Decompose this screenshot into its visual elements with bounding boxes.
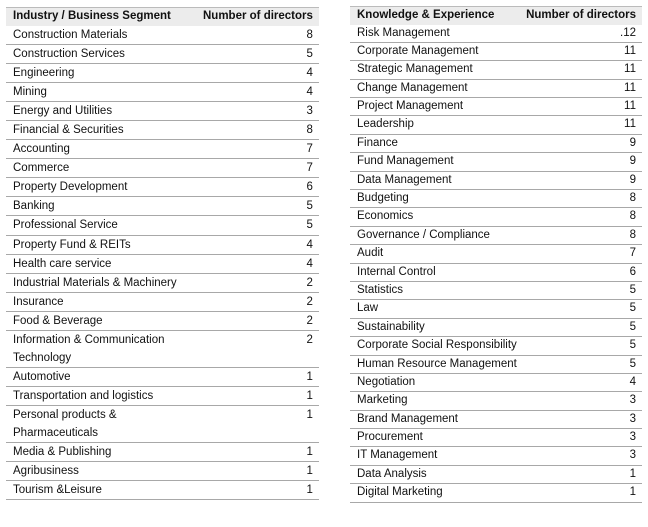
row-value: 4 [306, 66, 313, 79]
row-label [6, 311, 203, 330]
table-row [6, 331, 319, 368]
column-header: Number of directors [203, 10, 313, 22]
row-label [350, 447, 522, 465]
row-label-text: Mining [13, 85, 47, 98]
row-label [350, 410, 522, 428]
table-row [6, 44, 319, 63]
row-label-text: Energy and Utilities [13, 104, 113, 117]
knowledge-table [350, 6, 642, 503]
row-value: 8 [306, 28, 313, 41]
row-value: 11 [624, 100, 636, 113]
row-label-text: Strategic Management [357, 63, 473, 76]
table-row [6, 216, 319, 235]
table-row [6, 178, 319, 197]
table-row [6, 159, 319, 178]
row-value: 5 [306, 219, 313, 232]
row-label-text: Accounting [13, 143, 70, 156]
table-row [6, 368, 319, 387]
row-label-text: Banking [13, 200, 55, 213]
row-label [6, 216, 203, 235]
row-value: 4 [306, 85, 313, 98]
row-value: 8 [629, 228, 636, 241]
row-label-text: Information & Communication Technology [13, 334, 165, 364]
row-value: 4 [306, 238, 313, 251]
row-label-text: Internal Control [357, 265, 436, 278]
table-row [6, 63, 319, 82]
row-value: 1 [306, 465, 313, 478]
row-label-text: Financial & Securities [13, 123, 124, 136]
table-row [6, 462, 319, 481]
row-value: 4 [629, 375, 636, 388]
row-label [6, 120, 203, 139]
row-label-text: Procurement [357, 431, 423, 444]
table-row [6, 254, 319, 273]
row-label-text: IT Management [357, 449, 438, 462]
row-label [350, 116, 522, 134]
row-label-text: Audit [357, 247, 384, 260]
row-label [350, 281, 522, 299]
table-row [6, 443, 319, 462]
column-header: Knowledge & Experience [357, 9, 495, 21]
row-label [350, 134, 522, 152]
row-value: 8 [629, 210, 636, 223]
table-row [350, 42, 642, 60]
row-label [350, 61, 522, 79]
row-value: 3 [629, 394, 636, 407]
table-row [6, 82, 319, 101]
row-value: 1 [306, 409, 313, 422]
row-label-text: Human Resource Management [357, 357, 517, 370]
row-label-text: Property Development [13, 181, 128, 194]
row-label [350, 392, 522, 410]
row-label [6, 254, 203, 273]
row-value: 1 [629, 467, 636, 480]
row-label-text: Fund Management [357, 155, 454, 168]
table-row [350, 25, 642, 43]
row-value: 1 [306, 371, 313, 383]
row-label-text: Transportation and logistics [13, 390, 154, 403]
row-value: 3 [629, 449, 636, 462]
row-label [350, 25, 522, 43]
table-header-row [6, 8, 319, 26]
row-label [350, 171, 522, 189]
row-label [6, 406, 203, 443]
row-label-text: Tourism &Leisure [13, 484, 102, 497]
row-label-text: Media & Publishing [13, 446, 112, 459]
row-label-text: Agribusiness [13, 465, 79, 478]
industry-table-body [6, 8, 319, 500]
row-value: 11 [624, 118, 636, 131]
row-value: 8 [629, 192, 636, 205]
row-label-text: Health care service [13, 257, 112, 270]
table-row [350, 447, 642, 465]
row-label-text: Engineering [13, 66, 75, 79]
row-value: 1 [306, 390, 313, 403]
row-label [6, 273, 203, 292]
row-label-text: Statistics [357, 283, 404, 296]
table-row [6, 140, 319, 159]
row-label-text: Change Management [357, 81, 468, 94]
table-row [350, 153, 642, 171]
row-label-text: Governance / Compliance [357, 228, 490, 241]
table-header-row [350, 7, 642, 25]
row-label-text: Sustainability [357, 320, 425, 333]
row-label [6, 197, 203, 216]
table-row [350, 429, 642, 447]
table-row [350, 318, 642, 336]
row-label [350, 429, 522, 447]
table-row [350, 300, 642, 318]
row-label-text: Corporate Management [357, 44, 479, 57]
row-value: 3 [306, 104, 313, 117]
row-label-text: Commerce [13, 162, 70, 175]
row-label-text: Data Management [357, 173, 452, 186]
row-label [6, 63, 203, 82]
row-label-text: Construction Services [13, 47, 125, 60]
row-label-text: Risk Management [357, 26, 450, 39]
row-value: 9 [629, 173, 636, 186]
row-label [350, 208, 522, 226]
column-header: Number of directors [526, 9, 636, 21]
table-row [6, 311, 319, 330]
row-label-text: Brand Management [357, 412, 459, 425]
table-row [350, 410, 642, 428]
row-label [6, 292, 203, 311]
row-label-text: Law [357, 302, 379, 315]
row-label [350, 245, 522, 263]
table-row [350, 79, 642, 97]
row-label-text: Leadership [357, 118, 414, 131]
table-row [6, 235, 319, 254]
row-label [350, 79, 522, 97]
row-label-text: Construction Materials [13, 28, 128, 41]
row-label [6, 26, 203, 45]
table-row [6, 197, 319, 216]
row-value: 5 [629, 357, 636, 370]
table-row [350, 208, 642, 226]
table-row [6, 101, 319, 120]
row-label [6, 178, 203, 197]
row-value: 5 [306, 47, 313, 60]
row-value: 5 [629, 320, 636, 333]
table-row [350, 337, 642, 355]
row-value: 2 [306, 276, 313, 289]
row-label [6, 140, 203, 159]
row-label [6, 101, 203, 120]
row-value: 11 [624, 81, 636, 94]
row-value: 5 [629, 283, 636, 296]
table-row [6, 387, 319, 406]
row-value: 3 [629, 431, 636, 444]
table-row [350, 245, 642, 263]
table-row [350, 281, 642, 299]
table-row [350, 171, 642, 189]
table-row [6, 292, 319, 311]
row-label-text: Marketing [357, 394, 408, 407]
row-value: 2 [306, 295, 313, 308]
row-label-text: Budgeting [357, 192, 409, 205]
table-row [350, 392, 642, 410]
row-value: 6 [306, 181, 313, 194]
row-label-text: Finance [357, 136, 398, 149]
table-row [350, 484, 642, 502]
row-label [6, 82, 203, 101]
row-value: 2 [306, 334, 313, 346]
row-value: 5 [629, 302, 636, 315]
row-label [6, 235, 203, 254]
row-label-text: Industrial Materials & Machinery [13, 276, 177, 289]
row-label [350, 42, 522, 60]
table-row [350, 98, 642, 116]
row-value: 7 [306, 162, 313, 175]
row-label-text: Automotive [13, 371, 71, 383]
row-value: 5 [629, 339, 636, 352]
table-row [6, 481, 319, 500]
table-row [350, 116, 642, 134]
row-label [350, 373, 522, 391]
row-value: 11 [624, 44, 636, 57]
row-value: 7 [629, 247, 636, 260]
row-value: 9 [629, 136, 636, 149]
row-value: 9 [629, 155, 636, 168]
table-row [350, 263, 642, 281]
row-label-text: Project Management [357, 100, 464, 113]
table-row [350, 61, 642, 79]
row-label [6, 387, 203, 406]
table-row [6, 26, 319, 45]
row-label [350, 355, 522, 373]
row-label-text: Economics [357, 210, 414, 223]
row-label [350, 263, 522, 281]
row-value: .12 [620, 26, 636, 39]
table-row [350, 190, 642, 208]
knowledge-table-body [350, 7, 642, 503]
row-value: 7 [306, 143, 313, 156]
row-label-text: Personal products & Pharmaceuticals [13, 409, 117, 440]
row-label [350, 98, 522, 116]
row-label [350, 337, 522, 355]
row-label [350, 153, 522, 171]
table-row [350, 226, 642, 244]
table-row [6, 273, 319, 292]
table-row [350, 373, 642, 391]
row-label [6, 159, 203, 178]
row-value: 1 [306, 446, 313, 459]
row-label [350, 190, 522, 208]
row-label [6, 481, 203, 500]
column-header: Industry / Business Segment [13, 10, 171, 22]
row-label [6, 331, 203, 368]
row-label [350, 300, 522, 318]
row-label-text: Digital Marketing [357, 486, 443, 499]
row-value: 8 [306, 123, 313, 136]
row-label [6, 368, 203, 387]
row-label-text: Insurance [13, 295, 64, 308]
row-value: 4 [306, 257, 313, 270]
table-row [6, 406, 319, 443]
row-value: 11 [624, 63, 636, 76]
row-label-text: Negotiation [357, 375, 416, 388]
table-row [350, 134, 642, 152]
row-label [6, 44, 203, 63]
table-row [350, 355, 642, 373]
row-label [350, 465, 522, 483]
industry-table [6, 7, 319, 500]
row-label-text: Data Analysis [357, 467, 427, 480]
row-value: 3 [629, 412, 636, 425]
row-value: 1 [629, 486, 636, 499]
row-value: 6 [629, 265, 636, 278]
table-row [6, 120, 319, 139]
table-row [350, 465, 642, 483]
row-label [350, 226, 522, 244]
row-label [6, 443, 203, 462]
row-value: 5 [306, 200, 313, 213]
row-label-text: Corporate Social Responsibility [357, 339, 517, 352]
row-label [350, 484, 522, 502]
row-value: 2 [306, 314, 313, 327]
row-label-text: Property Fund & REITs [13, 238, 131, 251]
row-label-text: Food & Beverage [13, 314, 103, 327]
row-label [6, 462, 203, 481]
row-label-text: Professional Service [13, 219, 118, 232]
row-value: 1 [306, 484, 313, 497]
row-label [350, 318, 522, 336]
